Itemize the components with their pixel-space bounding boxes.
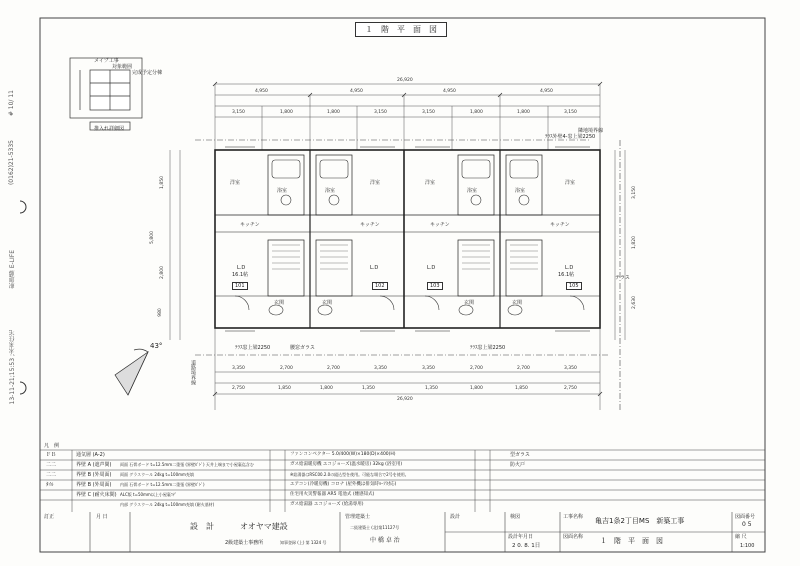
dimension-label: 1,800 [517, 110, 530, 115]
room-label: 洋室 [370, 180, 381, 186]
legend-symbol: 二二 [46, 472, 57, 478]
dimension-label: 1,850 [515, 386, 528, 391]
key-plan-label: メイプ工事 [94, 58, 119, 64]
number-label: 図面番号 [735, 514, 756, 520]
compass-angle: 43° [150, 342, 163, 350]
legend-item: 界壁 C (耐火床間) [76, 492, 117, 498]
window-note: ﾃﾗｽ窓上梁2250 [235, 345, 271, 351]
legend-equipment: ファンコンベクター 5.0/400(W)×180(D)×400(H) [290, 452, 396, 457]
unit-number: 101 [232, 282, 248, 290]
key-plan-label: 対象範囲 [112, 64, 133, 70]
architect-registration: 二級建築士 (北)第11127号 [350, 525, 400, 530]
dimension-label: 4,950 [443, 89, 456, 94]
dimension-label: 2,630 [631, 296, 637, 309]
dimension-label: 2,700 [327, 366, 340, 371]
room-label: 玄関 [322, 300, 333, 306]
dimension-label: 3,150 [631, 186, 637, 199]
dimension-label: 2,750 [564, 386, 577, 391]
design-label: 設 計 [190, 522, 214, 531]
dimension-label: 2,700 [517, 366, 530, 371]
architect-label: 管理建築士 [345, 514, 371, 520]
sheet-title: １ 階 平 面 図 [355, 22, 447, 37]
key-plan-label: 完成予定分棟 [132, 70, 163, 76]
dimension-label: 2,700 [280, 366, 293, 371]
legend-equipment: エアコン(冷暖房機) コロナ (屋外機は排気時ﾙｰﾌ対応) [290, 482, 397, 487]
room-label: 洋室 [565, 180, 576, 186]
room-label: L.D [565, 265, 574, 271]
design-registration: 知事登録 (上) 第 1324 号 [280, 540, 327, 545]
dimension-label: 3,150 [422, 110, 435, 115]
drawing-label: 図面名称 [563, 534, 584, 540]
legend-equipment: ガス給湯暖房機 エコジョーズ(温水暖房) 32kg (浴室用) [290, 462, 403, 467]
dimension-label: 1,800 [327, 110, 340, 115]
room-label: テラス [615, 275, 630, 281]
legend-glass: 防火戸 [510, 462, 526, 468]
revision-label: 訂正 [44, 514, 55, 520]
room-label: 浴室 [325, 188, 336, 194]
room-label: L.D [237, 265, 246, 271]
legend-item: 界壁 B (外周面) [76, 482, 112, 488]
legend-symbol: ＦＢ [46, 452, 57, 458]
design-office: 2級建築士事務所 [225, 540, 264, 546]
fax-date-mark: 13-11-21;15:53 ;未来住宅 [9, 330, 16, 405]
room-area: 16.1帖 [558, 272, 575, 278]
legend-desc: 内部 グラスウール 24kg t=100mm充填 (耐火基材) [120, 502, 215, 507]
legend-desc: 両面 石膏ボード t=12.5mm二重張 (界壁ｶﾞﾄﾞ) 天井上端まで小屋裏迄含む [120, 462, 254, 467]
room-label: 玄関 [274, 300, 285, 306]
scale-value: 1:100 [740, 543, 755, 549]
dimension-label: 1,820 [631, 236, 637, 249]
room-label: キッチン [360, 222, 380, 228]
dimension-label: 3,150 [232, 110, 245, 115]
dimension-label: 4,950 [540, 89, 553, 94]
legend-item: 界壁 B (外周面) [76, 472, 112, 478]
room-label: 玄関 [464, 300, 475, 306]
project-name: 亀吉1条2丁目MS 新築工事 [595, 517, 685, 525]
legend-glass: 型ガラス [510, 452, 530, 458]
unit-number: 103 [427, 282, 443, 290]
room-label: 玄関 [512, 300, 523, 306]
dimension-label: 1,800 [280, 110, 293, 115]
date-value: 2 0. 8. 1日 [512, 543, 541, 549]
dimension-label: 1,800 [470, 110, 483, 115]
boundary-label: 隣地境界線 [578, 128, 604, 134]
punch-hole-icon [20, 201, 26, 213]
drawn-label: 設計 [450, 514, 461, 520]
dimension-label: 1,350 [362, 386, 375, 391]
dimension-label: 1,800 [320, 386, 333, 391]
legend-title: 凡 例 [44, 443, 60, 449]
dimension-label: 3,350 [422, 366, 435, 371]
legend-symbol: ﾀｲﾙ [46, 482, 54, 488]
room-label: キッチン [550, 222, 570, 228]
dimension-label: 2,750 [232, 386, 245, 391]
legend-desc: 内面 石膏ボード t=12.5mm二重張 (界壁ｶﾞﾄﾞ) [120, 482, 205, 487]
legend-equipment: 住宅用火災警報器 AR5 電池式 (煙感知式) [290, 492, 375, 497]
room-label: 洋室 [425, 180, 436, 186]
room-label: L.D [427, 265, 436, 271]
legend-item: 通気層 (A-2) [76, 452, 105, 458]
design-company: オオヤマ建設 [240, 522, 288, 531]
legend-desc: ALC版 t=50mm以上小屋裏ﾏﾃﾞ [120, 492, 177, 497]
drawing-number: 0 5 [742, 521, 752, 528]
room-label: キッチン [430, 222, 450, 228]
dimension-label: 3,350 [232, 366, 245, 371]
dimension-label: 1,850 [159, 176, 165, 189]
fax-company-mark: 釈迦藤 E-LIFE [9, 250, 16, 289]
room-label: 洋室 [230, 180, 241, 186]
dimension-label: 4,950 [350, 89, 363, 94]
dimension-label: 5,800 [149, 231, 155, 244]
architect-name: 中 橋 卓 治 [370, 537, 400, 544]
project-label: 工事名称 [563, 514, 584, 520]
key-plan-caption: 推入れ詳細図 [94, 126, 125, 132]
dimension-label: 3,350 [374, 366, 387, 371]
room-area: 16.1帖 [232, 272, 249, 278]
overall-dimension: 26,920 [397, 78, 413, 83]
dimension-label: 3,150 [374, 110, 387, 115]
building-walls [215, 150, 600, 328]
legend-item: 界壁 A (遮声間) [76, 462, 112, 468]
room-label: キッチン [240, 222, 260, 228]
dimension-label: 1,850 [278, 386, 291, 391]
north-arrow-icon [115, 349, 148, 395]
room-label: 浴室 [277, 188, 288, 194]
dimension-label: 1,800 [470, 386, 483, 391]
legend-symbol: 二二 [46, 462, 57, 468]
legend-equipment: ※給湯器はRSC00.2.0の組込型を使用。可能な場合で2号を使用。 [290, 472, 409, 477]
dimension-label: 1,350 [425, 386, 438, 391]
dimension-label: 2,800 [159, 266, 165, 279]
room-label: L.D [370, 265, 379, 271]
month-label: 月 日 [96, 514, 108, 520]
dimension-lines [170, 84, 625, 410]
boundary-label: 道路境界線 [190, 360, 196, 385]
room-label: 浴室 [467, 188, 478, 194]
dimension-label: 3,350 [564, 366, 577, 371]
scale-label: 縮 尺 [735, 534, 747, 540]
window-note: 腰窓ガラス [290, 345, 315, 351]
unit-number: 102 [372, 282, 388, 290]
drawing-name: １ 階 平 面 図 [600, 537, 663, 545]
fax-phone-mark: (0162)21-5335 [8, 140, 15, 186]
fax-page-mark: # 10/ 11 [8, 90, 15, 117]
window-note: ﾃﾗｽ外壁4-窓上梁2250 [545, 134, 596, 140]
dimension-label: 2,700 [470, 366, 483, 371]
dimension-label: 3,150 [564, 110, 577, 115]
punch-hole-icon [20, 382, 26, 394]
room-label: 浴室 [515, 188, 526, 194]
legend-equipment: ガス給湯器 エコジョーズ (給湯専用) [290, 502, 364, 507]
dimension-label: 980 [157, 308, 163, 317]
date-label: 設計年月日 [508, 534, 534, 540]
unit-number: 105 [566, 282, 582, 290]
window-note: ﾃﾗｽ窓上梁2250 [470, 345, 506, 351]
legend-desc: 両面 グラスウール 24kg t=100mm充填 [120, 472, 194, 477]
dimension-label: 4,950 [255, 89, 268, 94]
check-label: 検図 [510, 514, 521, 520]
overall-dimension: 26,920 [397, 397, 413, 402]
